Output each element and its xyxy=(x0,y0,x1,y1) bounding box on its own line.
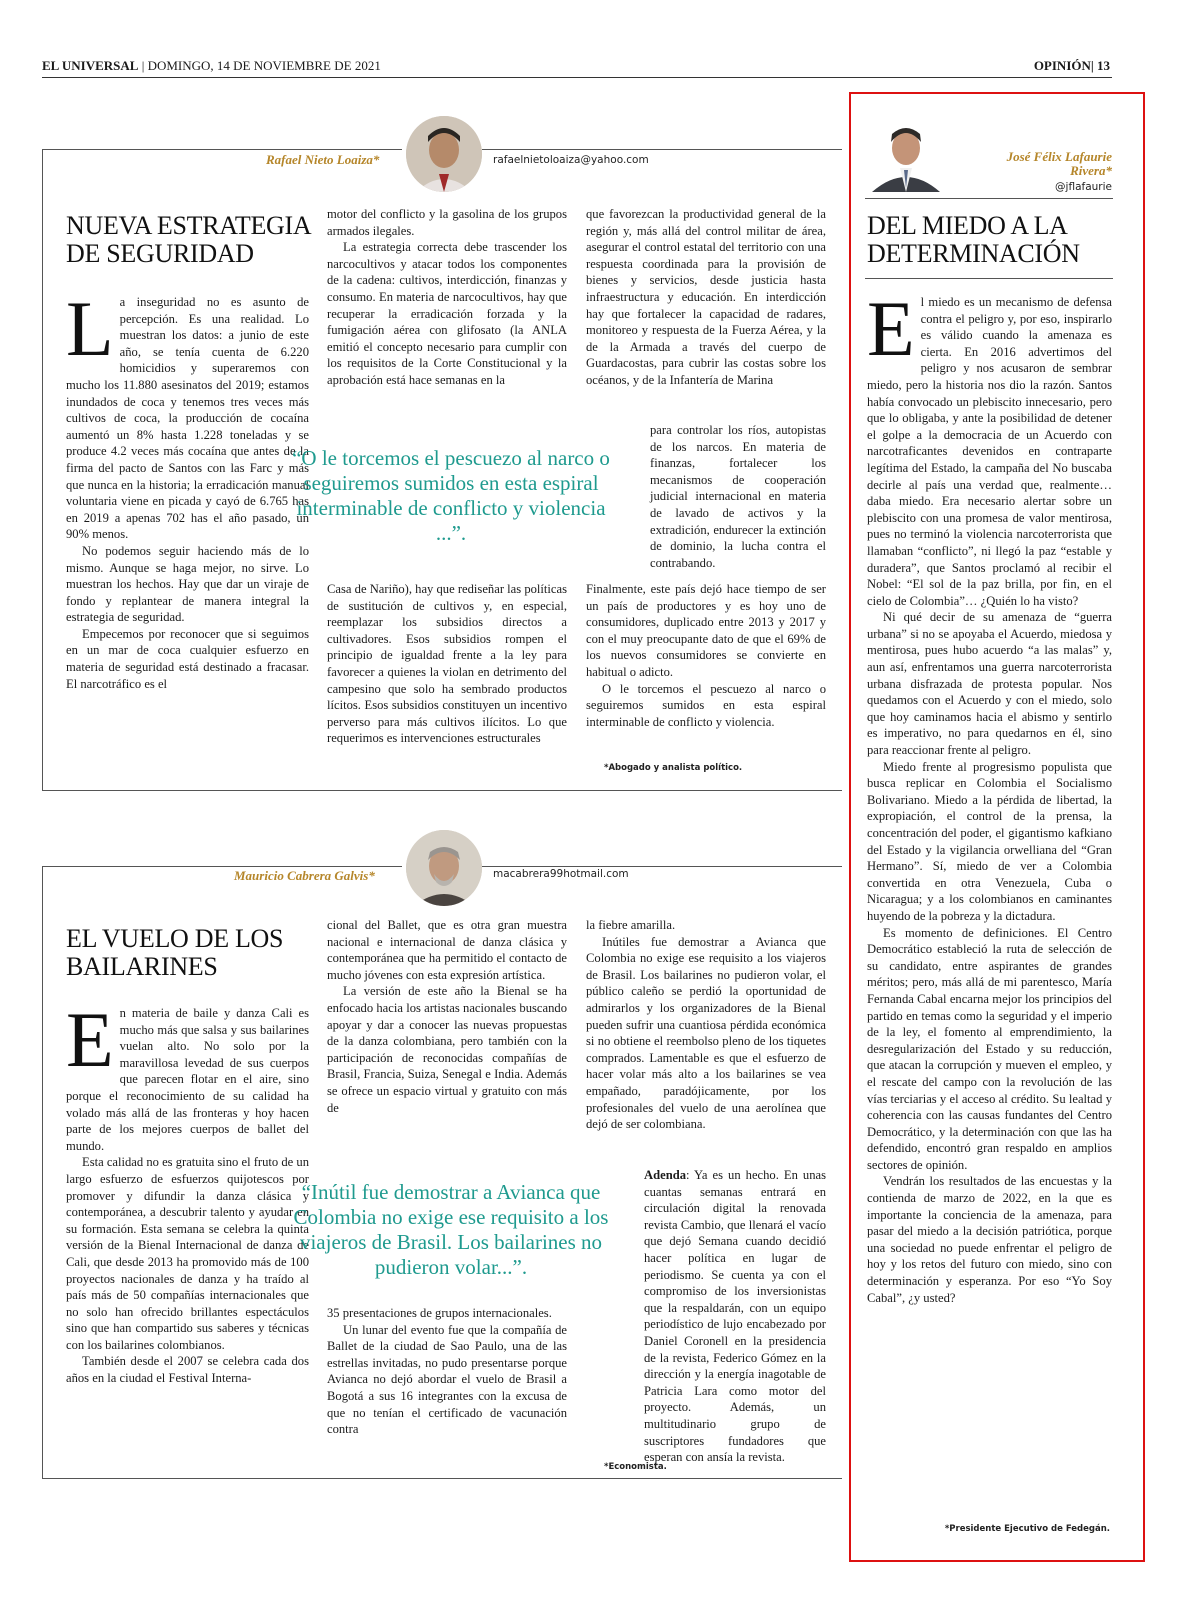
article1-left-rule xyxy=(42,149,43,790)
article3-body: El miedo es un mecanismo de defensa contra el peligro y, por eso, inspirarlo es válido cuando la amenaza es cierta. En 2016 advertimos del peligro y nos acusaron de sembrar miedo, pero la historia nos dio la razón. Santos había convocado un plebiscito innecesario, pero que lo obligaba, y ante la posibilidad de detener el golpe a la democracia de un Acuerdo con narcotraficantes devenidos en contraparte legítima del Estado, la campaña del No buscaba decirle al país una verdad que, realmente… daba miedo. Era necesario alertar sobre un plebiscito con una promesa de valor mentirosa, pues no terminó la violencia narcoterrorista que llamaban “conflicto”, ni llegó la paz “estable y duradera”, que Santos proclamó al recibir el Nobel: “El sol de la paz brilla, por fin, en el cielo de Colombia”… ¿Quién lo ha visto? Ni qué decir de su amenaza de “guerra urbana” si no se apoyaba el Acuerdo, miedosa y mentirosa, pues hubo acuerdo “a las malas” y, aun así, enfrentamos una guerra narcoterrorista urbana disfrazada de protesta popular. Nos quedamos con el Acuerdo y con el miedo, solo que hoy caminamos hacia el abismo y sentirlo es imperativo, no para quedarnos en él, sino para reaccionar frente al peligro. Miedo frente al progresismo populista que busca replicar en Colombia el Socialismo Bolivariano. Miedo a la pérdida de libertad, la expropiación, el control de la prensa, la concentración del poder, el gigantismo kafkiano del Estado y la vigilancia orwelliana del “Gran Hermano”. Sí, miedo de ver a Colombia convertida en otra Venezuela, Cuba o Nicaragua; y a los colombianos en caminantes huyendo de la pobreza y la dictadura. Es momento de definiciones. El Centro Democrático estableció la ruta de selección de su candidato, entre aspirantes de grandes méritos; pero, más allá de mi parentesco, María Fernanda Cabal encarna mejor los principios del partido en temas como la seguridad y el imperio de la ley, el fomento al emprendimiento, la desregularización del Estado y su reducción, que atacan la corrupción y mueven el empleo, y el rescate del campo con la revolución de las vías terciarias y el acceso al crédito. Su lealtad y coherencia con las causas fundantes del Centro Democrático, y la determinación con que las ha defendido, encontró gran respaldo en amplios sectores de opinión. Vendrán los resultados de las encuestas y la contienda de marzo de 2022, en la que es importante la conciencia de la amenaza, para pasar del miedo a la decisión patriótica, porque una sociedad no puede enfrentar el peligro de hoy y los retos del futuro con miedo, sino con determinación y esperanza. Por eso “Yo Soy Cabal”, ¿y usted? xyxy=(867,285,1112,1305)
author-portrait-icon xyxy=(406,830,482,906)
paper-name: EL UNIVERSAL xyxy=(42,58,139,73)
author-photo-nieto xyxy=(406,116,482,192)
article3-top-rule xyxy=(865,198,1113,199)
author-portrait-icon xyxy=(406,116,482,192)
article2-bottom-rule xyxy=(42,1478,842,1479)
article2-col2-bottom: 35 presentaciones de grupos internacionales. Un lunar del evento fue que la compañía de Ballet de la ciudad de Sao Paulo, una de las estrellas invitadas, no pudo presentarse porque Avianca no dejó abordar el vuelo de Brasil a Bogotá a sus 16 integrantes con la excusa de que no tenían el certificado de vacunación contra xyxy=(327,1306,567,1437)
article1-top-rule xyxy=(42,149,402,150)
author-portrait-icon xyxy=(868,116,944,192)
article1-headline: NUEVA ESTRATEGIA DE SEGURIDAD xyxy=(66,211,312,268)
article1-col2-top: motor del conflicto y la gasolina de los grupos armados ilegales. La estrategia correcta debe trascender los narcocultivos y atacar todos los componentes de la cadena: cultivos, interdicción, finanzas y consumo. En materia de narcocultivos, hay que recuperar la erradicación forzada y la fumigación aérea con glifosato (la ANLA emitió el concepto necesario para cumplir con los requisitos de la Corte Constitucional y la aprobación está hace semanas en la xyxy=(327,207,567,387)
article3-signature: *Presidente Ejecutivo de Fedegán. xyxy=(944,1524,1110,1534)
article2-pull-quote: “Inútil fue demostrar a Avianca que Colombia no exige ese requisito a los viajeros de Brasil. Los bailarines no pudieron volar...”. xyxy=(293,1180,609,1279)
article1-col3-bottom: Finalmente, este país dejó hace tiempo de ser un país de productores y es hoy uno de consumidores, duplicado entre 2013 y 2017 y con el muy preocupante dato de que el 69% de los nuevos consumidores se convierte en habitual o adicto. O le torcemos el pescuezo al narco o seguiremos sumidos en esta espiral interminable de conflicto y violencia. xyxy=(586,582,826,729)
author-photo-lafaurie xyxy=(868,116,944,192)
article2-dropcap: E xyxy=(66,996,114,1083)
article2-top-rule xyxy=(42,866,402,867)
article2-signature: *Economista. xyxy=(604,1462,667,1472)
article1-pull-quote: “O le torcemos el pescuezo al narco o seguiremos sumidos en esta espiral interminable de conflicto y violencia ...”. xyxy=(292,446,610,545)
article2-col2-top: cional del Ballet, que es otra gran muestra nacional e internacional de danza clásica y contemporánea que ha permitido el contacto de mucho jóvenes con esta expresión artística. La versión de este año la Bienal se ha enfocado hacia los artistas nacionales buscando apoyar y dar a conocer las nuevas propuestas de la danza colombiana, pero también con la participación de reconocidas compañías de Brasil, Francia, Suiza, Senegal e India. Además se ofrece un espacio virtual y gratuito con más de xyxy=(327,918,567,1115)
article1-top-rule-right xyxy=(482,149,842,150)
article2-headline: EL VUELO DE LOS BAILARINES xyxy=(66,924,284,981)
article2-email: macabrera99hotmail.com xyxy=(493,868,629,880)
article1-col1: La inseguridad no es asunto de percepción. Es una realidad. Lo muestran los datos: a junio de este año, se tenía cuenta de 6.220 homicidios y superaremos con mucho los 11.880 asesinatos del 2019; estamos inundados de coca y tenemos tres veces más cultivos de coca, la producción de cocaína aumentó un 8% hasta 1.228 toneladas y se produce 4.2 veces más cocaína que antes de la firma del pacto de Santos con las Farc y más que nunca en la historia; la erradicación manual voluntaria viene en picada y cayó de 6.765 has en 2019 a apenas 702 has el año pasado, un 90% menos. No podemos seguir haciendo más de lo mismo. Aunque se haga mejor, no sirve. Lo muestran los hechos. Hay que dar un viraje de fondo y replantear de manera integral la estrategia de seguridad. Empecemos por reconocer que si seguimos en un mar de coca cualquier esfuerzo en materia de seguridad está destinado a fracasar. El narcotráfico es el xyxy=(66,285,309,691)
author-photo-cabrera xyxy=(406,830,482,906)
article2-author: Mauricio Cabrera Galvis* xyxy=(234,868,375,883)
article3-handle: @jflafaurie xyxy=(1055,181,1112,193)
article2-col3-top: la fiebre amarilla. Inútiles fue demostrar a Avianca que Colombia no exige ese requisito a los viajeros de Brasil. Los bailarines no pudieron volar, el público caleño se perdió la oportunidad de admirarlos y los organizadores de la Bienal pueden sufrir una cuantiosa pérdida económica si no obtiene el reembolso pleno de los tiquetes comprados. Lamentable es que el esfuerzo de hacer volar más alto a los bailarines se vea empañado, paradójicamente, por los profesionales del vuelo de una aerolínea que dejó de ser colombiana. xyxy=(586,918,826,1132)
header-rule xyxy=(42,77,1112,78)
article1-col3-mid: para controlar los ríos, autopistas de los narcos. En materia de finanzas, fortalecer los mecanismos de cooperación judicial internacional en materia de lavado de activos y la extradición, endurecer la extinción de dominio, la lucha contra el contrabando. xyxy=(650,423,826,570)
article1-bottom-rule xyxy=(42,790,842,791)
article3-headline-rule xyxy=(865,278,1113,279)
section-name: OPINIÓN xyxy=(1033,58,1091,73)
article1-col3-top: que favorezcan la productividad general de la región y, más allá del control militar de área, asegurar el control estatal del territorio con una respuesta coordinada para la provisión de bienes y servicios, desde justicia hasta infraestructura y educación. En interdicción hay que fortalecer la capacidad de radares, monitoreo y respuesta de la Fuerza Aérea, y la de la Armada a través del cuerpo de Guardacostas, para cubrir las costas sobre los océanos, y de la Infantería de Marina xyxy=(586,207,826,387)
masthead: EL UNIVERSAL | DOMINGO, 14 DE NOVIEMBRE DE 2021 xyxy=(42,58,381,73)
article1-signature: *Abogado y analista político. xyxy=(604,763,743,773)
article2-col3-mid: Adenda: Ya es un hecho. En unas cuantas semanas entrará en circulación digital la renovada revista Cambio, que llenará el vacío que dejó Semana cuando decidió hacer política en lugar de periodismo. Se cuenta ya con el compromiso de los inversionistas que la respaldarán, con un equipo periodístico de lujo encabezado por Daniel Coronell en la presidencia de la revista, Federico Gómez en la dirección y la energía inagotable de Patricia Lara como motor del proyecto. Además, un multitudinario grupo de suscriptores fundadores que esperan con ansía la revista. xyxy=(644,1168,826,1465)
article2-top-rule-right xyxy=(482,866,842,867)
section-label: OPINIÓN| 13 xyxy=(1033,58,1110,73)
article1-email: rafaelnietoloaiza@yahoo.com xyxy=(493,154,649,166)
article1-author: Rafael Nieto Loaiza* xyxy=(266,152,380,167)
issue-date: DOMINGO, 14 DE NOVIEMBRE DE 2021 xyxy=(147,58,381,73)
article3-dropcap: E xyxy=(867,285,915,372)
article2-col1: En materia de baile y danza Cali es mucho más que salsa y sus bailarines vuelan alto. No solo por la maravillosa levedad de sus cuerpos que parecen flotar en el aire, sino porque el reconocimiento de su calidad ha volado más allá de las fronteras y hoy hacen parte de los mejores cuerpos de ballet del mundo. Esta calidad no es gratuita sino el fruto de un largo esfuerzo de esfuerzos quijotescos por promover y difundir la danza clásica y contemporánea, a descubrir talento y ayudar en su formación. Esta semana se celebra la quinta versión de la Bienal Internacional de danza de Cali, que desde 2013 ha promovido más de 100 proyectos nacionales de danza y ha traído al país más de 50 compañías internacionales que no solo han ofrecido brillantes espectáculos sino que han compartido sus saberes y técnicas con los bailarines colombianos. También desde el 2007 se celebra cada dos años en la ciudad el Festival Interna- xyxy=(66,996,309,1386)
article1-col2-bottom: Casa de Nariño), hay que rediseñar las políticas de sustitución de cultivos y, en especial, reemplazar los subsidios directos a cultivadores. Esos subsidios rompen el principio de igualdad frente a la ley para favorecer a quienes la violan en detrimento del campesino que solo ha sembrado productos lícitos. Esos subsidios constituyen un incentivo perverso para más cultivos ilícitos. Lo que requerimos es intervenciones estructurales xyxy=(327,582,567,746)
article3-headline: DEL MIEDO A LA DETERMINACIÓN xyxy=(867,211,1080,268)
article3-author: José Félix Lafaurie Rivera* xyxy=(1006,149,1112,178)
article2-left-rule xyxy=(42,866,43,1478)
page-number: 13 xyxy=(1097,58,1110,73)
article1-dropcap: L xyxy=(66,285,114,372)
